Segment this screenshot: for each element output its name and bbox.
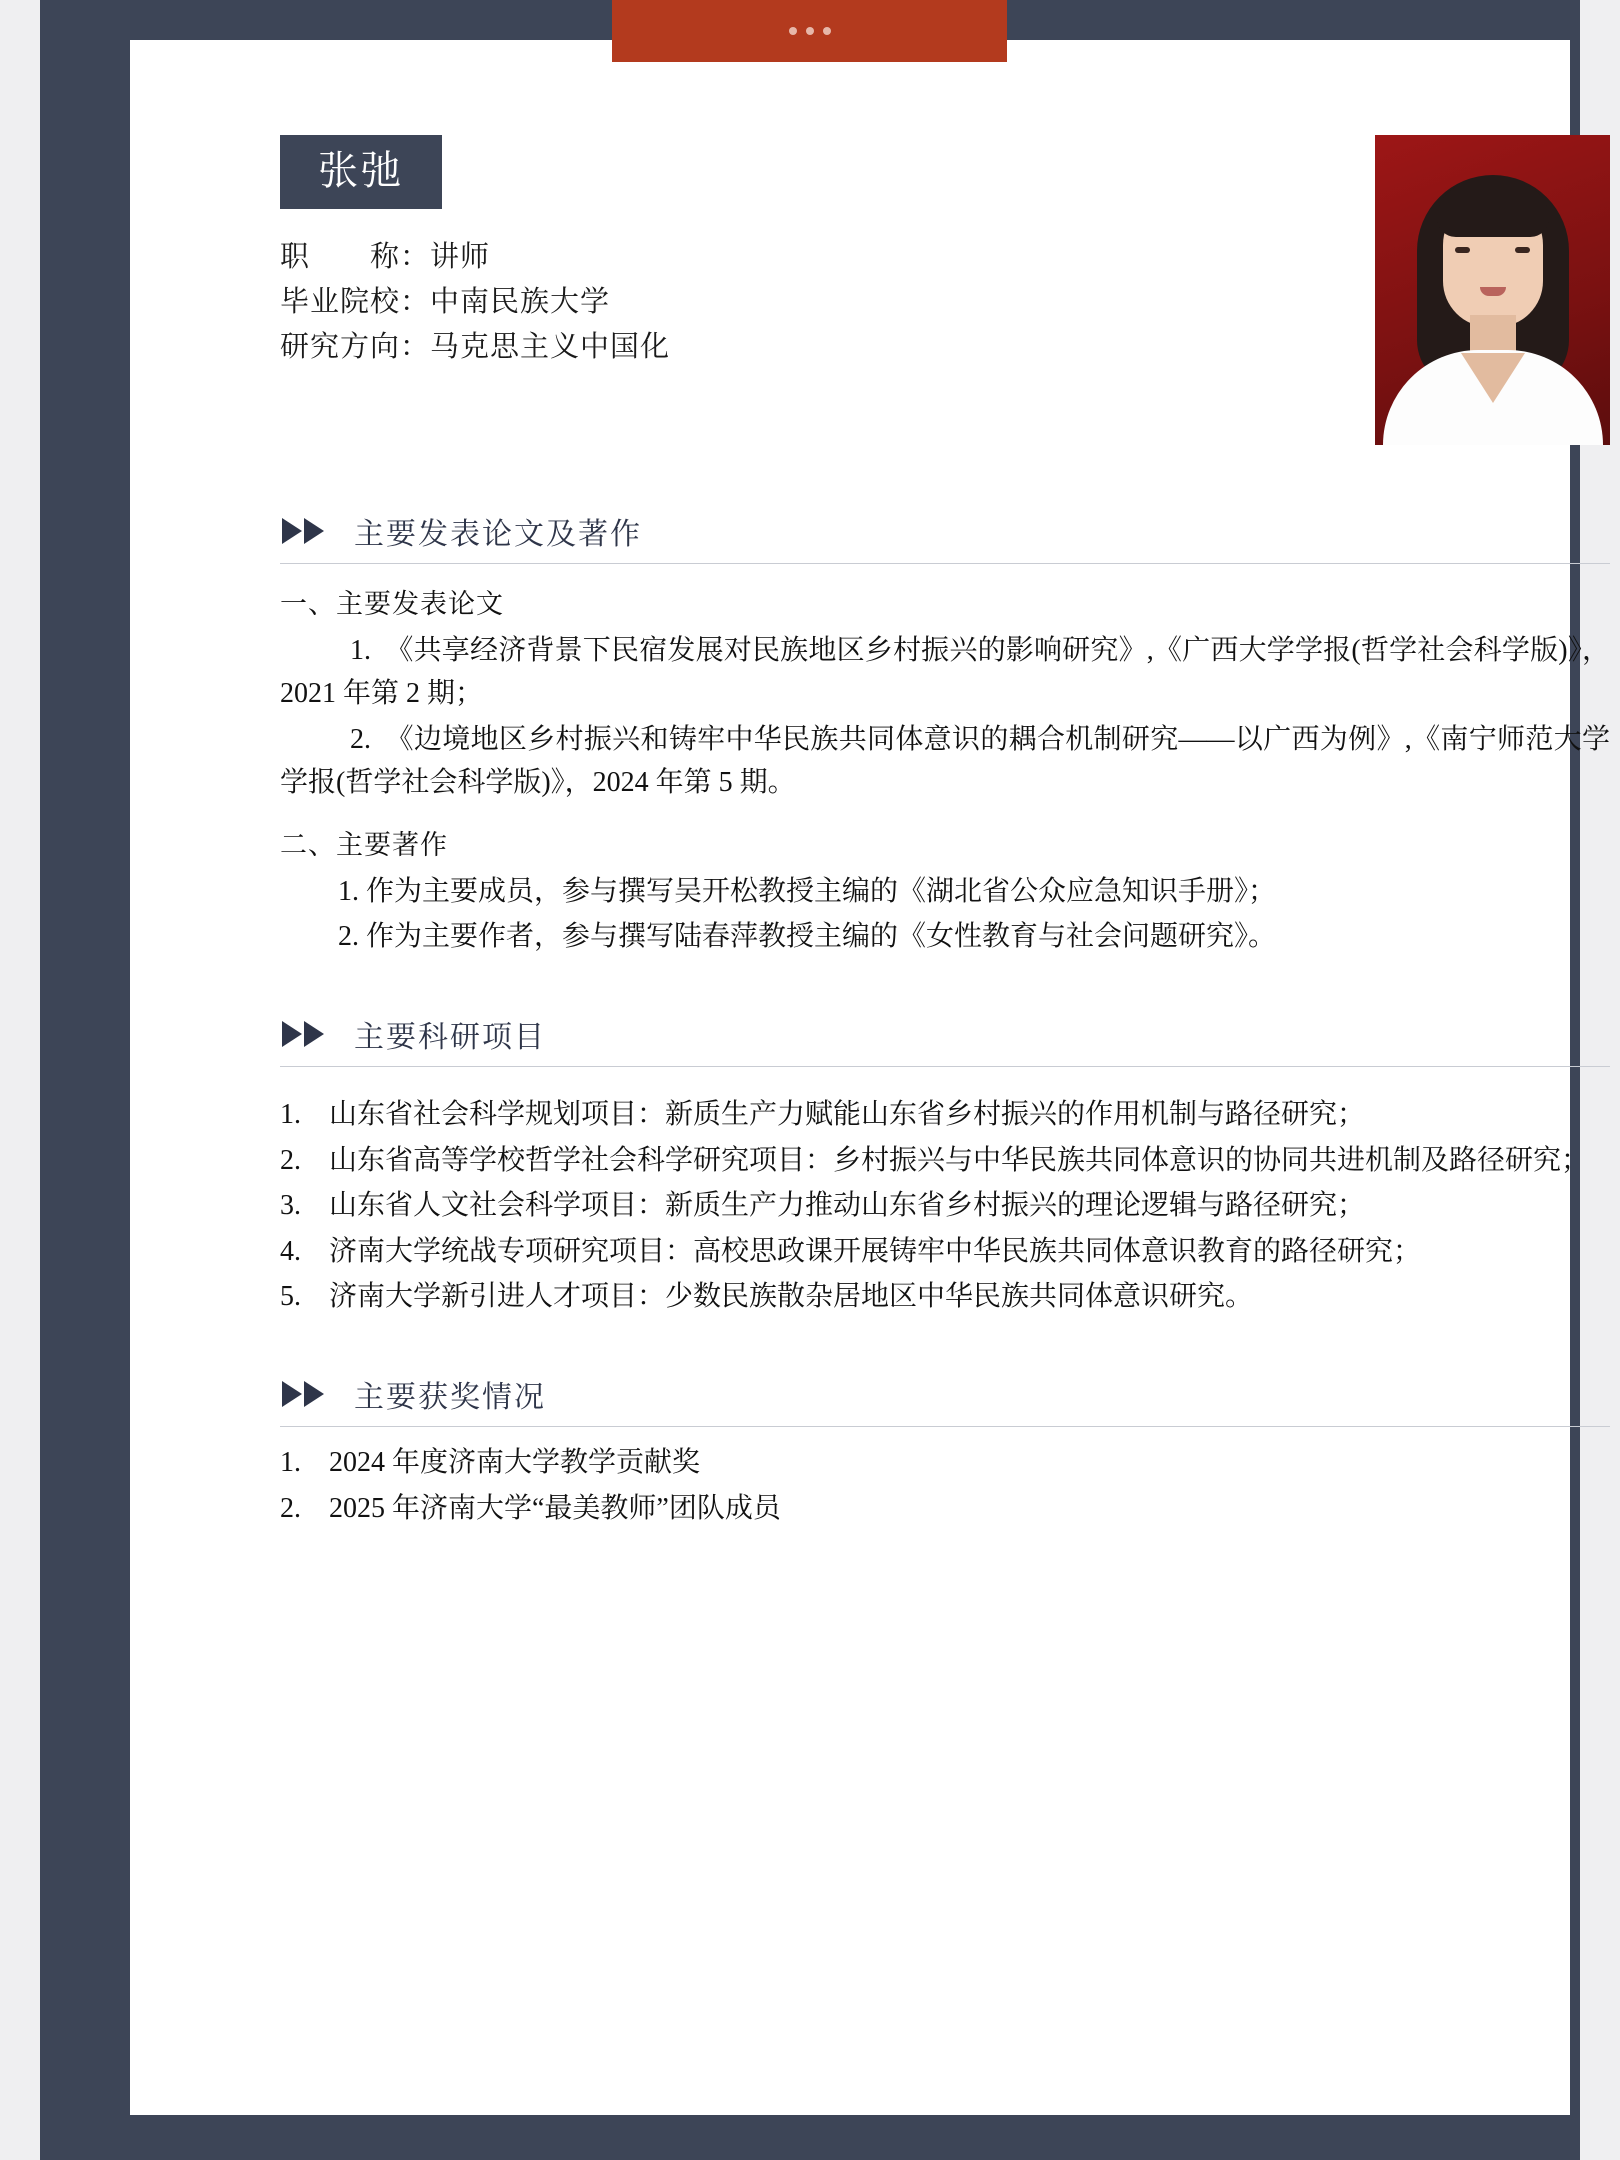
subheading-papers: 一、主要发表论文 bbox=[280, 589, 504, 620]
section-title-projects: 主要科研项目 bbox=[354, 1020, 546, 1056]
document-frame bbox=[40, 0, 1610, 2160]
award-item: 1. 2024 年度济南大学教学贡献奖 bbox=[280, 1447, 701, 1479]
section-rule-projects bbox=[280, 1066, 1610, 1067]
section-title-papers: 主要发表论文及著作 bbox=[354, 517, 642, 552]
collar-shape bbox=[1461, 353, 1525, 403]
double-chevron-icon bbox=[280, 516, 334, 546]
fringe-shape bbox=[1437, 183, 1549, 237]
eye-left-shape bbox=[1455, 247, 1470, 253]
book-item: 1. 作为主要成员，参与撰写吴开松教授主编的《湖北省公众应急知识手册》； bbox=[338, 875, 1277, 907]
profile-title: 职 称：讲师 bbox=[280, 241, 491, 273]
project-item: 1. 山东省社会科学规划项目：新质生产力赋能山东省乡村振兴的作用机制与路径研究； bbox=[280, 1099, 1366, 1131]
project-item: 3. 山东省人文社会科学项目：新质生产力推动山东省乡村振兴的理论逻辑与路径研究； bbox=[280, 1190, 1366, 1222]
section-rule-awards bbox=[280, 1426, 1610, 1427]
portrait-photo bbox=[1375, 135, 1610, 445]
profile-research: 研究方向：马克思主义中国化 bbox=[280, 331, 671, 364]
book-item: 2. 作为主要作者，参与撰写陆春萍教授主编的《女性教育与社会问题研究》。 bbox=[338, 920, 1277, 952]
neck-shape bbox=[1470, 315, 1516, 355]
section-rule-papers bbox=[280, 563, 1610, 564]
tab-dots-icon bbox=[789, 27, 831, 35]
award-item: 2. 2025 年济南大学“最美教师”团队成员 bbox=[280, 1492, 781, 1524]
double-chevron-icon bbox=[280, 1379, 334, 1409]
section-title-awards: 主要获奖情况 bbox=[354, 1380, 546, 1416]
paper-item: 1. 《共享经济背景下民宿发展对民族地区乡村振兴的影响研究》,《广西大学学报(哲学社会科学版)》，2021 年第 2 期； bbox=[280, 635, 1610, 710]
profile-school: 毕业院校：中南民族大学 bbox=[280, 286, 611, 319]
section-heading-projects bbox=[280, 1012, 1610, 1056]
window-tab[interactable] bbox=[612, 0, 1007, 62]
paper-item: 2. 《边境地区乡村振兴和铸牢中华民族共同体意识的耦合机制研究——以广西为例》,《南宁师范大学学报(哲学社会科学版)》，2024 年第 5 期。 bbox=[280, 723, 1610, 799]
project-item: 4. 济南大学统战专项研究项目：高校思政课开展铸牢中华民族共同体意识教育的路径研究； bbox=[280, 1235, 1422, 1267]
profile-header bbox=[280, 135, 1610, 455]
page-content bbox=[280, 135, 1610, 1532]
eye-right-shape bbox=[1515, 247, 1530, 253]
project-item: 2. 山东省高等学校哲学社会科学研究项目：乡村振兴与中华民族共同体意识的协同共进机制及路径研究； bbox=[280, 1144, 1590, 1176]
subheading-books: 二、主要著作 bbox=[280, 829, 448, 861]
project-item: 5. 济南大学新引进人才项目：少数民族散杂居地区中华民族共同体意识研究。 bbox=[280, 1280, 1254, 1312]
double-chevron-icon bbox=[280, 1019, 334, 1049]
section-heading-papers bbox=[280, 509, 1610, 553]
section-heading-awards bbox=[280, 1372, 1610, 1416]
document-page bbox=[130, 40, 1610, 2115]
person-name: 张弛 bbox=[280, 135, 442, 209]
